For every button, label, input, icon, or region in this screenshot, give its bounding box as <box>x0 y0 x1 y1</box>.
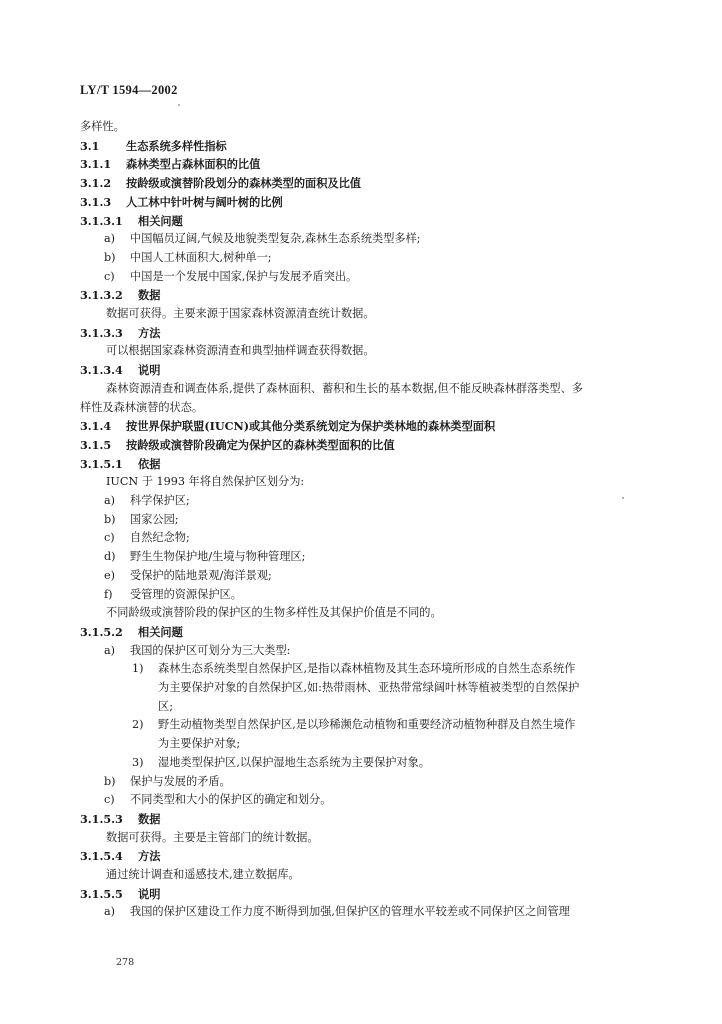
scan-speck <box>178 104 180 106</box>
line-text: 国家公园; <box>130 512 179 526</box>
line-text: 按龄级或演替阶段确定为保护区的森林类型面积的比值 <box>126 437 395 452</box>
line-text: 野生动植物类型自然保护区,是以珍稀濒危动植物和重要经济动植物种群及自然生境作 <box>158 718 576 732</box>
clause-number: 2) <box>132 718 144 732</box>
line-text: 按世界保护联盟(IUCN)或其他分类系统划定为保护类林地的森林类型面积 <box>126 419 496 434</box>
line-text: 森林类型占森林面积的比值 <box>126 157 261 172</box>
line-text: 数据可获得。主要来源于国家森林资源清查统计数据。 <box>106 307 375 320</box>
line-text: 受保护的陆地景观/海洋景观; <box>130 568 272 582</box>
paragraph-line <box>106 868 300 882</box>
paragraph-line <box>106 307 375 321</box>
line-text: 样性及森林演替的状态。 <box>80 400 204 414</box>
clause-number: 3.1.5.5 <box>80 886 123 901</box>
paragraph-line <box>158 700 173 714</box>
section-heading <box>80 157 260 171</box>
line-text: 人工林中针叶树与阔叶树的比例 <box>126 194 283 209</box>
subsection-heading <box>80 625 183 639</box>
subsection-heading <box>80 887 160 901</box>
line-text: 数据 <box>138 811 161 826</box>
line-text: 相关问题 <box>138 213 183 228</box>
clause-number: 3.1.3.1 <box>80 213 123 228</box>
line-text: 依据 <box>138 456 161 471</box>
clause-number: c) <box>104 793 115 807</box>
line-text: 说明 <box>138 363 161 378</box>
paragraph-line <box>106 475 304 489</box>
list-item <box>104 232 421 246</box>
standard-code-header: LY/T 1594—2002 <box>80 83 178 97</box>
subsection-heading <box>80 326 160 340</box>
section-heading <box>80 419 495 433</box>
line-text: 说明 <box>138 886 161 901</box>
clause-number: 3.1.3 <box>80 194 112 209</box>
list-item <box>104 513 179 527</box>
paragraph-line <box>106 382 583 396</box>
list-item <box>132 662 576 676</box>
clause-number: c) <box>104 531 115 545</box>
paragraph-line <box>106 344 375 358</box>
line-text: 我国的保护区可划分为三大类型: <box>130 643 291 657</box>
clause-number: 3) <box>132 755 144 769</box>
list-item <box>104 588 242 602</box>
line-text: 数据可获得。主要是主管部门的统计数据。 <box>106 830 319 844</box>
line-text: 可以根据国家森林资源清查和典型抽样调查获得数据。 <box>106 344 375 358</box>
line-text: IUCN 于 1993 年将自然保护区划分为: <box>106 475 305 489</box>
line-text: 不同类型和大小的保护区的确定和划分。 <box>130 793 332 807</box>
list-item <box>132 756 430 770</box>
line-text: 为主要保护对象的自然保护区,如:热带雨林、亚热带常绿阔叶林等植被类型的自然保护 <box>158 681 580 694</box>
paragraph-line <box>158 681 579 695</box>
paragraph-line <box>158 737 240 751</box>
paragraph-line <box>80 401 203 415</box>
clause-number: f) <box>104 587 113 601</box>
paragraph-line <box>106 831 319 845</box>
line-text: 森林资源清查和调查体系,提供了森林面积、蓄积和生长的基本数据,但不能反映森林群落类型、多 <box>106 381 583 395</box>
line-text: 相关问题 <box>138 624 183 639</box>
scan-speck <box>622 497 624 499</box>
line-text: 方法 <box>138 325 161 340</box>
clause-number: a) <box>104 905 116 919</box>
line-text: 科学保护区; <box>130 494 190 507</box>
clause-number: a) <box>104 232 116 246</box>
line-text: 不同龄级或演替阶段的保护区的生物多样性及其保护价值是不同的。 <box>106 606 442 620</box>
line-text: 森林生态系统类型自然保护区,是指以森林植物及其生态环境所形成的自然生态系统作 <box>158 662 576 676</box>
subsection-heading <box>80 288 160 302</box>
subsection-heading <box>80 214 183 228</box>
clause-number: b) <box>104 512 116 526</box>
clause-number: 3.1.3.2 <box>80 288 123 303</box>
line-text: 我国的保护区建设工作力度不断得到加强,但保护区的管理水平较差或不同保护区之间管理 <box>130 905 570 919</box>
line-text: 通过统计调查和遥感技术,建立数据库。 <box>106 868 300 881</box>
clause-number: b) <box>104 250 116 264</box>
clause-number: 3.1.5.4 <box>80 849 123 864</box>
subsection-heading <box>80 457 160 471</box>
paragraph-line <box>80 120 125 134</box>
clause-number: 3.1 <box>80 138 100 153</box>
clause-number: e) <box>104 568 115 582</box>
clause-number: 3.1.1 <box>80 157 112 172</box>
clause-number: 1) <box>132 662 144 676</box>
clause-number: d) <box>104 550 116 564</box>
list-item <box>104 644 290 658</box>
line-text: 按龄级或演替阶段划分的森林类型的面积及比值 <box>126 176 361 191</box>
line-text: 中国人工林面积大,树种单一; <box>130 250 272 264</box>
line-text: 多样性。 <box>80 120 125 133</box>
section-heading <box>80 176 361 190</box>
list-item <box>104 270 357 284</box>
clause-number: b) <box>104 774 116 788</box>
clause-number: 3.1.2 <box>80 176 112 191</box>
list-item <box>104 793 331 807</box>
clause-number: 3.1.5 <box>80 437 112 452</box>
list-item <box>104 775 231 789</box>
line-text: 保护与发展的矛盾。 <box>130 774 231 788</box>
list-item <box>132 718 576 732</box>
list-item <box>104 569 272 583</box>
line-text: 中国是一个发展中国家,保护与发展矛盾突出。 <box>130 269 358 283</box>
list-item <box>104 905 570 919</box>
line-text: 中国幅员辽阔,气候及地貌类型复杂,森林生态系统类型多样; <box>130 232 421 246</box>
line-text: 受管理的资源保护区。 <box>130 587 242 601</box>
list-item <box>104 251 272 265</box>
clause-number: 3.1.3.4 <box>80 363 123 378</box>
clause-number: 3.1.4 <box>80 419 112 434</box>
clause-number: 3.1.5.3 <box>80 811 123 826</box>
line-text: 数据 <box>138 288 161 303</box>
list-item <box>104 531 190 545</box>
line-text: 自然纪念物; <box>130 531 190 545</box>
line-text: 方法 <box>138 849 161 864</box>
line-text: 野生生物保护地/生境与物种管理区; <box>130 550 306 564</box>
line-text: 湿地类型保护区,以保护湿地生态系统为主要保护对象。 <box>158 755 431 769</box>
clause-number: c) <box>104 269 115 283</box>
clause-number: a) <box>104 643 116 657</box>
clause-number: 3.1.5.1 <box>80 456 123 471</box>
line-text: 为主要保护对象; <box>158 737 241 751</box>
section-heading <box>80 195 283 209</box>
subsection-heading <box>80 812 160 826</box>
subsection-heading <box>80 363 160 377</box>
section-heading <box>80 438 395 452</box>
paragraph-line <box>106 606 442 620</box>
clause-number: 3.1.3.3 <box>80 325 123 340</box>
clause-number: 3.1.5.2 <box>80 624 123 639</box>
list-item <box>104 494 190 508</box>
page-number: 278 <box>116 957 135 968</box>
section-heading <box>80 139 227 153</box>
line-text: 生态系统多样性指标 <box>126 138 227 153</box>
subsection-heading <box>80 849 160 863</box>
list-item <box>104 550 305 564</box>
clause-number: a) <box>104 494 116 507</box>
line-text: 区; <box>158 699 173 713</box>
